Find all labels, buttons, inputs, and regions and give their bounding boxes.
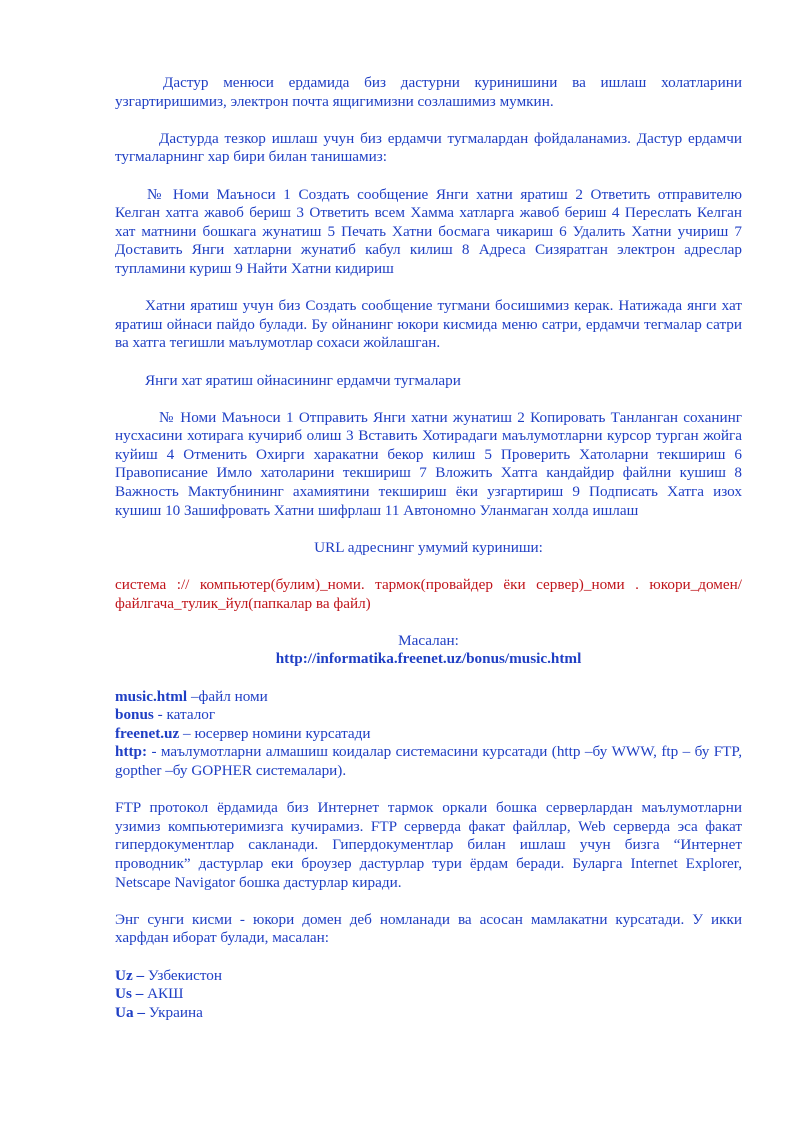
paragraph-url-general-form: система :// компьютер(булим)_номи. тармок(провайдер ёки сервер)_номи . юкори_домен/файлгача_тулик_йул(папкалар ва файл)	[115, 576, 742, 612]
paragraph-menu-intro: Дастур менюси ердамида биз дастурни куринишини ва ишлаш холатларини узгартиришимиз, электрон почта ящигимизни созлашимиз мумкин.	[115, 74, 742, 110]
domain-row	[115, 985, 742, 1004]
domains-list	[115, 967, 742, 1023]
paragraph-create-message: Хатни яратиш учун биз Создать сообщение тугмани босишимиз керак. Натижада янги хат яратиш ойнаси пайдо булади. Бу ойнанинг юкори кисмида меню сатри, ердамчи тегмалар сатри ва хатга тегишли маълумотлар сохаси жойлашган.	[115, 297, 742, 352]
paragraph-toolbar-buttons-list: № Номи Маъноси 1 Создать сообщение Янги хатни яратиш 2 Ответить отправителю Келган хатга жавоб бериш 3 Ответить всем Хамма хатларга жавоб бериш 4 Переслать Келган хат матнини бошкага жунатиш 5 Печать Хатни босмага чикариш 6 Удалить Хатни учириш 7 Доставить Янги хатларни жунатиб кабул килиш 8 Адреса Сизяратган электрон адреслар тупламини куриш 9 Найти Хатни кидириш	[115, 185, 742, 277]
url-part-row	[115, 725, 742, 744]
paragraph-new-message-buttons-list: № Номи Маъноси 1 Отправить Янги хатни жунатиш 2 Копировать Танланган соханинг нусхасини хотирага кучириб олиш 3 Вставить Хотирадаги маълумотларни курсор турган жойга куйиш 4 Отменить Охирги харакатни бекор килиш 5 Проверить Хатоларни текшириш 6 Правописание Имло хатоларини текшириш 7 Вложить Хатга кандайдир файлни кушиш 8 Важность Мактубнининг ахамиятини текшириш ёки узгартириш 9 Подписать Хатга изох кушиш 10 Зашифровать Хатни шифрлаш 11 Автономно Уланмаган холда ишлаш	[115, 408, 742, 519]
url-part-term: music.html	[115, 687, 188, 705]
domain-row	[115, 967, 742, 986]
document-page	[115, 74, 742, 1041]
domain-separator: –	[131, 985, 148, 1003]
url-parts-list	[115, 688, 742, 781]
domain-code: Uz	[115, 966, 133, 984]
paragraph-ftp-protocol: FTP протокол ёрдамида биз Интернет тармок оркали бошка серверлардан маълумотларни узимиз компьютеримизга кучирамиз. FTP серверда факат файллар, Web серверда эса факат гипердокументлар сакланади. Гипердокументлар билан ишлаш учун бизга “Интернет проводник” дастурлар еки броузер дастурлар тури ёрдам беради. Буларга Internet Explorer, Netscape Navigator бошка дастурлар киради.	[115, 799, 742, 891]
url-part-desc: –файл номи	[187, 687, 268, 705]
paragraph-new-message-buttons-heading: Янги хат яратиш ойнасининг ердамчи тугмалари	[145, 371, 461, 389]
url-part-row	[115, 706, 742, 725]
domain-name: Узбекистон	[147, 966, 222, 984]
paragraph-top-level-domain: Энг сунги кисми - юкори домен деб номланади ва асосан мамлакатни курсатади. У икки харфдан иборат булади, масалан:	[115, 910, 742, 947]
domain-code: Us	[115, 985, 132, 1003]
url-part-row	[115, 688, 742, 707]
domain-row	[115, 1004, 742, 1023]
domain-separator: –	[133, 1003, 149, 1021]
domain-name: АКШ	[147, 985, 184, 1003]
example-url: http://informatika.freenet.uz/bonus/music.html	[275, 650, 582, 668]
url-part-term: freenet.uz	[115, 724, 180, 742]
url-part-desc: - маълумотларни алмашиш коидалар системасини курсатади (http –бу WWW, ftp – бу FTP, gopther –бу GOPHER системалари).	[115, 743, 742, 779]
url-part-desc: – юсервер номини курсатади	[179, 724, 371, 742]
url-part-row	[115, 743, 742, 780]
domain-separator: –	[132, 966, 148, 984]
domain-name: Украина	[148, 1003, 203, 1021]
url-part-desc: - каталог	[153, 706, 216, 724]
paragraph-toolbar-intro: Дастурда тезкор ишлаш учун биз ердамчи тугмалардан фойдаланамиз. Дастур ердамчи тугмаларнинг хар бири билан танишамиз:	[115, 129, 742, 166]
paragraph-example-label: Масалан:	[398, 631, 459, 649]
paragraph-url-general-heading: URL адреснинг умумий куриниши:	[314, 538, 543, 556]
url-part-term: http:	[115, 743, 148, 761]
domain-code: Ua	[115, 1003, 134, 1021]
url-part-term: bonus	[115, 706, 154, 724]
